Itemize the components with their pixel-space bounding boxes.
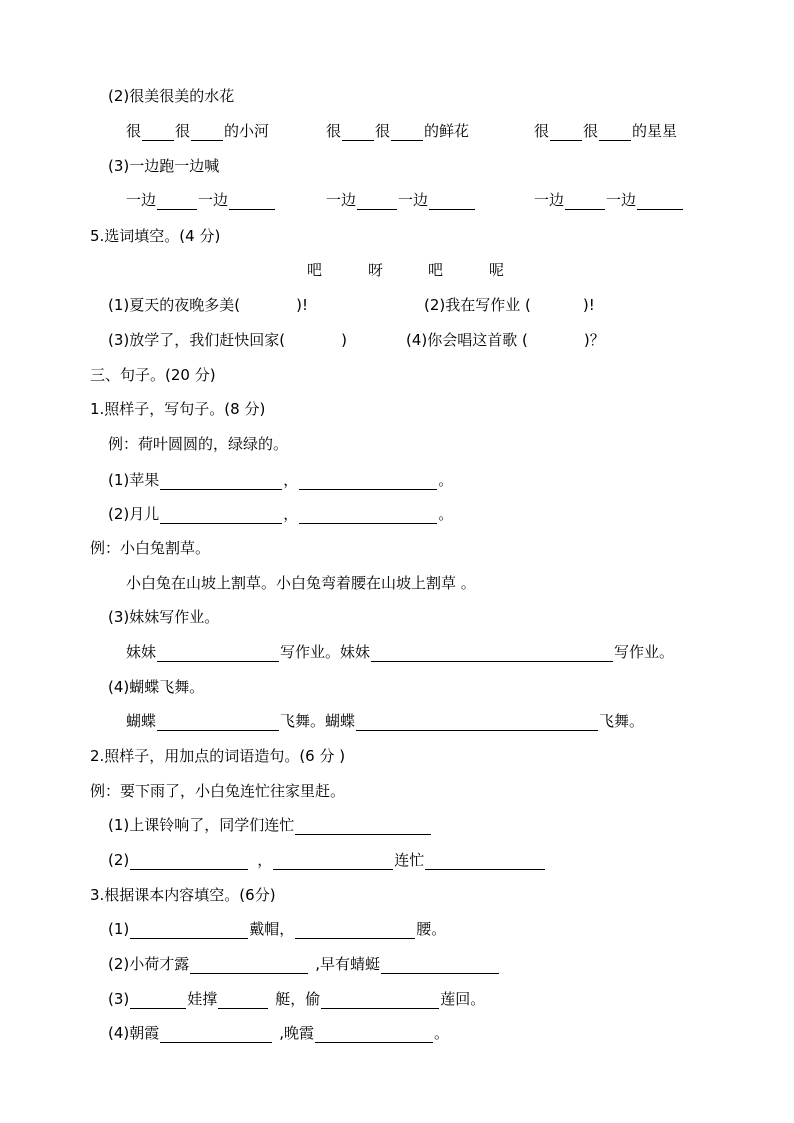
blank[interactable] [315,1026,433,1043]
blank[interactable] [342,124,374,141]
s1-item-3-fill: 妹妹 写作业。妹妹 写作业。 [126,643,675,661]
q5-word-4: 呢 [489,261,505,279]
blank[interactable] [299,473,437,490]
q5-title: 5.选词填空。(4 分) [90,227,221,245]
s1-item-2: (2)月儿 ， 。 [108,505,454,523]
blank[interactable] [157,714,279,731]
s3-title: 3.根据课本内容填空。(6分) [90,886,276,904]
s2-item-1: (1)上课铃响了，同学们连忙 [108,815,432,835]
s2-title: 2.照样子，用加点的词语造句。(6 分 ) [90,747,346,765]
blank[interactable] [130,853,248,870]
blank[interactable] [190,957,308,974]
q5-word-2: 呀 [368,261,384,279]
s1-example-2-answer: 小白兔在山坡上割草。小白兔弯着腰在山坡上割草 。 [126,574,476,592]
s1-item-1: (1)苹果 ， 。 [108,471,454,489]
blank[interactable] [637,193,683,210]
q5-item-2: (2)我在写作业 ( )! [424,296,595,314]
s2-example: 例：要下雨了，小白兔连忙往家里赶。 [90,782,346,800]
blank[interactable] [599,124,631,141]
q5-word-3: 吧 [428,261,444,279]
blank[interactable] [273,853,393,870]
blank[interactable] [218,992,268,1009]
s3-item-3: (3) 娃撑 艇，偷 莲回。 [108,990,486,1008]
blank[interactable] [130,992,186,1009]
q4-3-prompt: (3)一边跑一边喊 [108,157,220,175]
q5-item-4: (4)你会唱这首歌 ( )？ [406,331,605,349]
q4-3-fill-1: 一边 一边 [126,190,276,210]
q4-3-fill-2: 一边 一边 [326,190,476,210]
blank[interactable] [157,193,197,210]
s1-item-3-prompt: (3)妹妹写作业。 [108,608,220,626]
q5-word-1: 吧 [307,261,323,279]
q4-2-fill-1: 很 很 的小河 [126,122,270,140]
blank[interactable] [160,507,282,524]
s3-item-4: (4)朝霞 ,晚霞 。 [108,1024,450,1042]
blank[interactable] [229,193,275,210]
q4-2-fill-3: 很 很 的星星 [534,122,678,140]
s1-item-4-prompt: (4)蝴蝶飞舞。 [108,678,205,696]
blank[interactable] [130,922,248,939]
q5-item-1: (1)夏天的夜晚多美( )! [108,296,308,314]
blank[interactable] [299,507,437,524]
blank[interactable] [429,193,475,210]
q4-2-fill-2: 很 很 的鲜花 [326,122,470,140]
blank[interactable] [157,645,279,662]
blank[interactable] [371,645,613,662]
q4-2-prompt: (2)很美很美的水花 [108,87,235,105]
blank[interactable] [391,124,423,141]
blank[interactable] [160,1026,272,1043]
blank[interactable] [357,193,397,210]
blank[interactable] [142,124,174,141]
section-3-title: 三、句子。(20 分) [90,366,216,384]
s3-item-1: (1) 戴帽， 腰。 [108,920,447,938]
blank[interactable] [356,714,598,731]
q5-item-3: (3)放学了，我们赶快回家( ) [108,331,347,349]
s1-example-1: 例：荷叶圆圆的，绿绿的。 [108,435,289,453]
blank[interactable] [160,473,282,490]
blank[interactable] [295,922,415,939]
s3-item-2: (2)小荷才露 ,早有蜻蜓 [108,954,500,974]
blank[interactable] [191,124,223,141]
blank[interactable] [425,853,545,870]
blank[interactable] [321,992,439,1009]
blank[interactable] [295,818,431,835]
blank[interactable] [550,124,582,141]
s2-item-2: (2) ， 连忙 [108,850,546,870]
blank[interactable] [381,957,499,974]
blank[interactable] [565,193,605,210]
s1-title: 1.照样子，写句子。(8 分) [90,400,266,418]
s1-item-4-fill: 蝴蝶 飞舞。蝴蝶 飞舞。 [126,712,645,730]
q4-3-fill-3: 一边 一边 [534,190,684,210]
s1-example-2: 例：小白兔割草。 [90,539,211,557]
